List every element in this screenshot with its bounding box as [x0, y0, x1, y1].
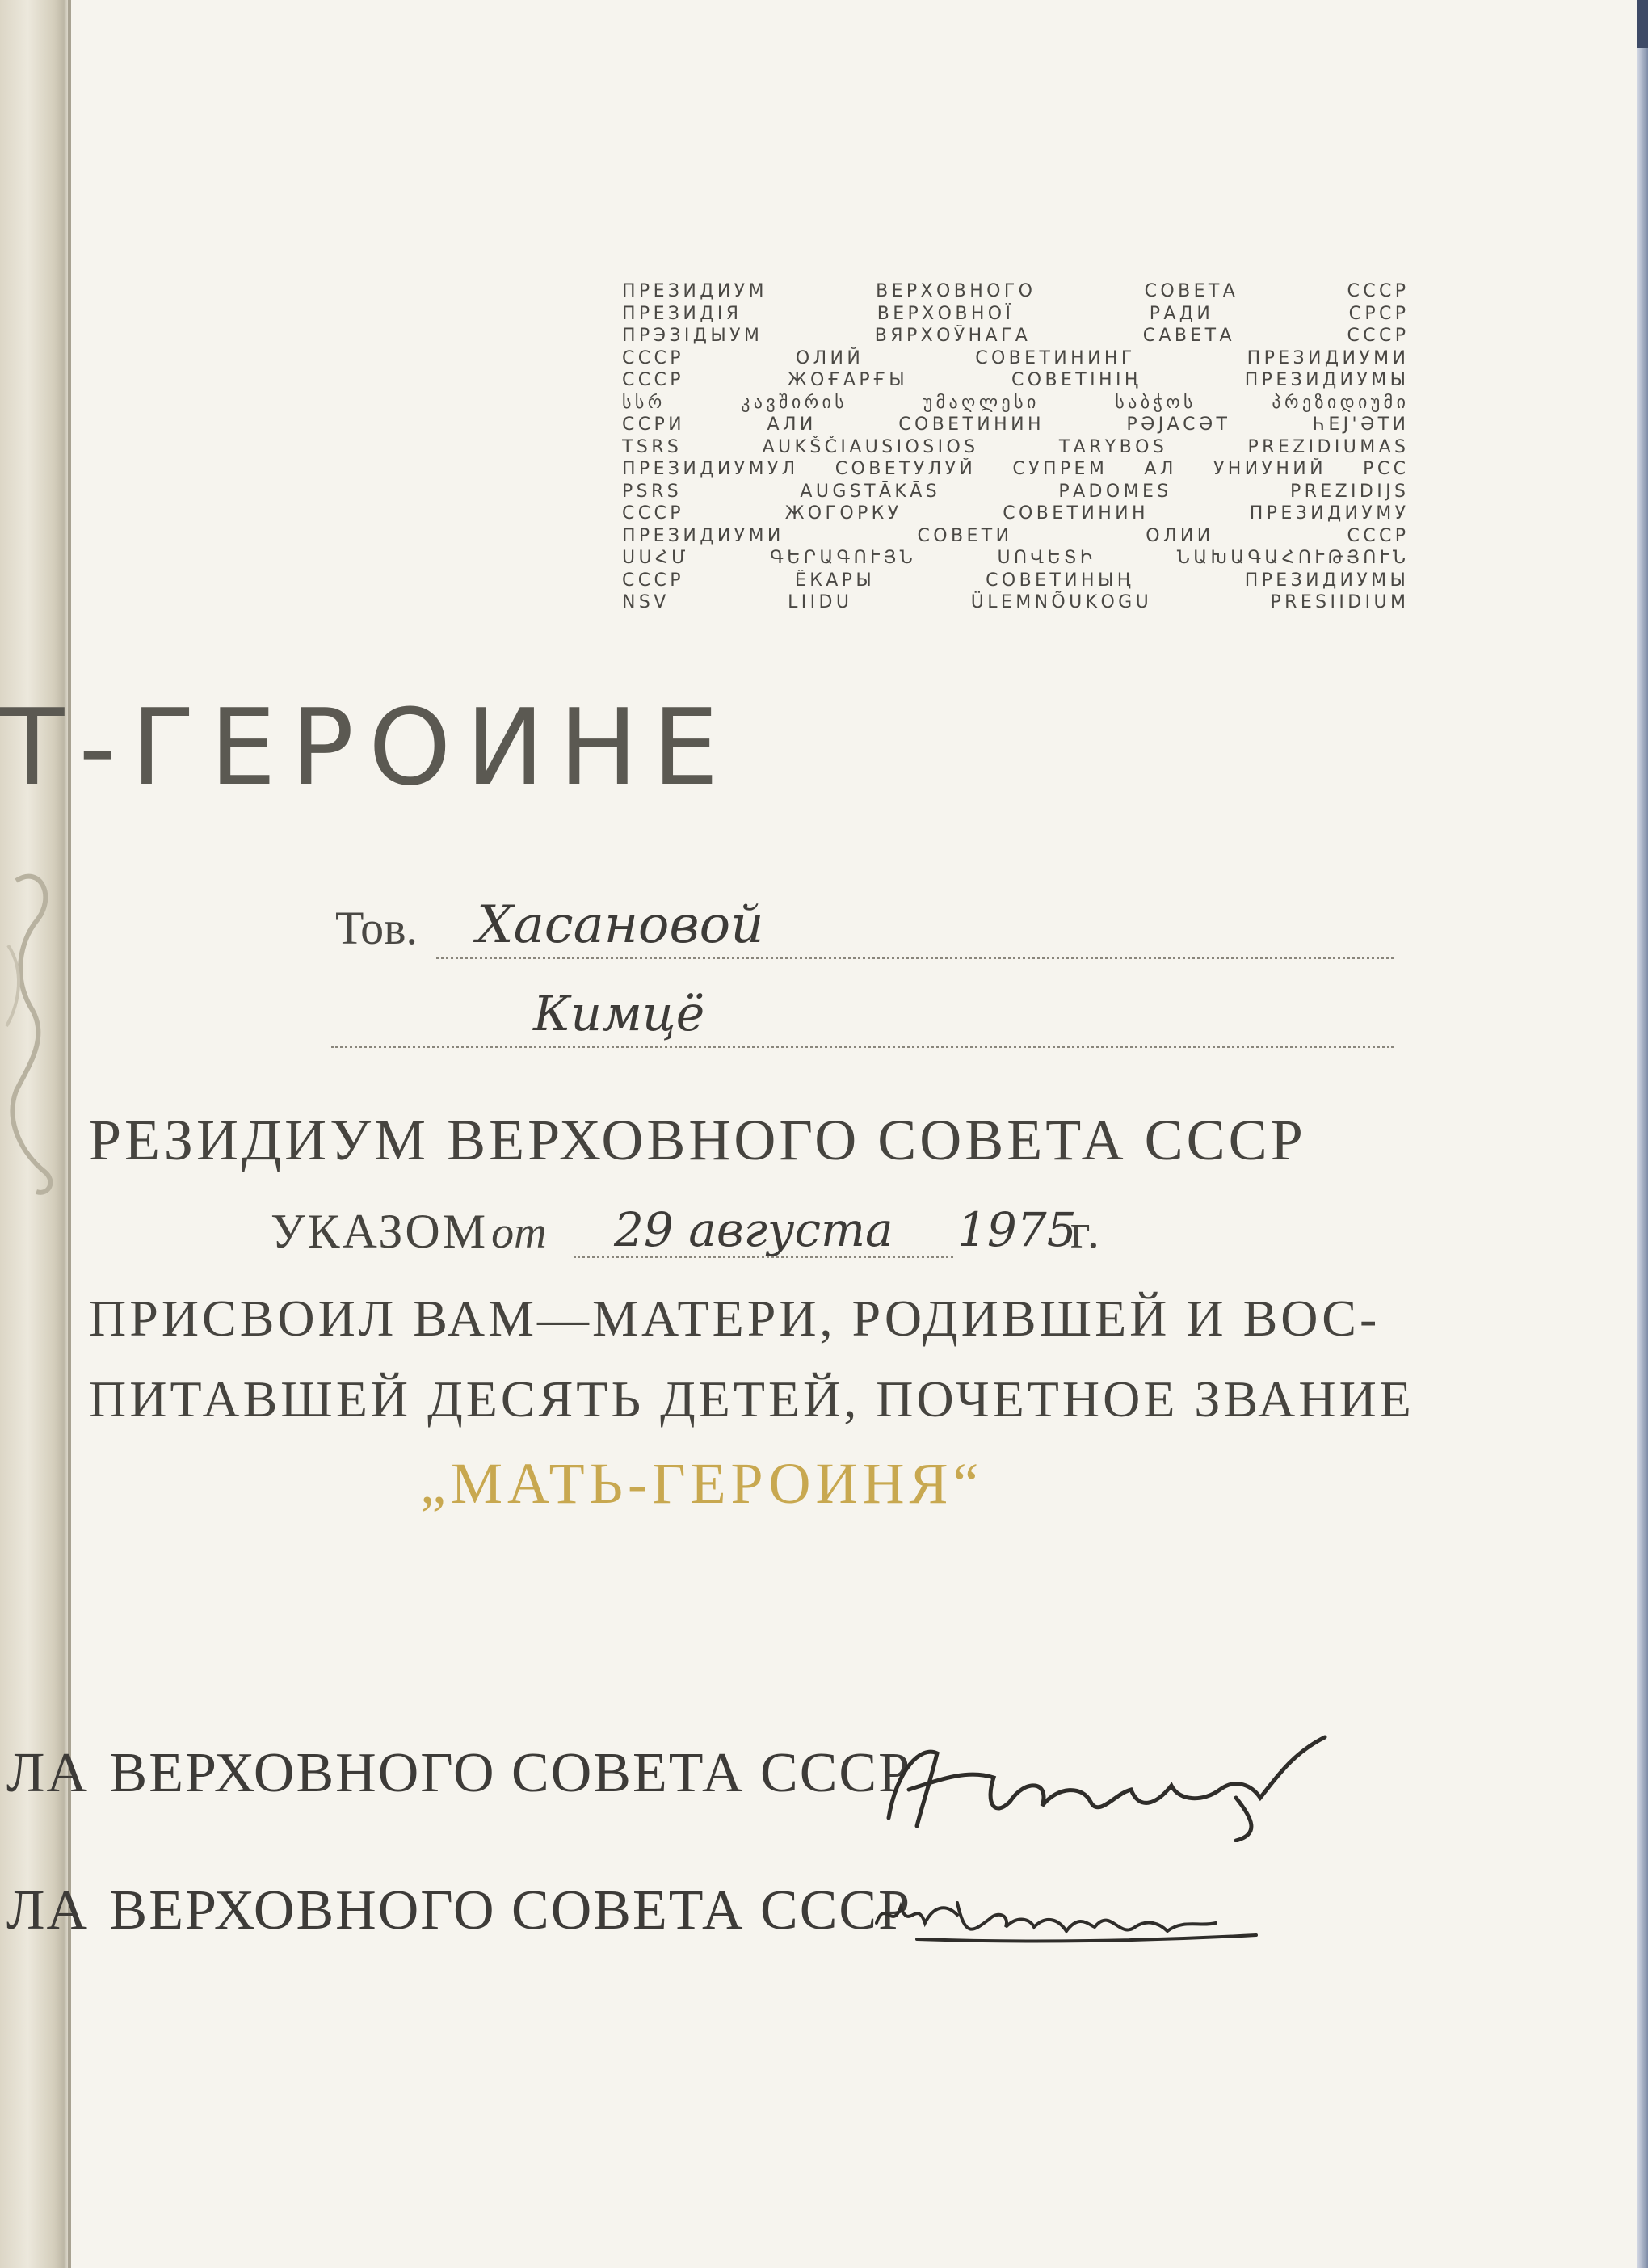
presidium-header-word: П Р Э З І Д Ы У М [622, 326, 759, 346]
recipient-label: Тов. [335, 902, 418, 954]
presidium-header-block [622, 280, 1406, 614]
signature-row-chairman [0, 1741, 911, 1806]
presidium-header-word: კ ა ვ შ ი რ ი ს [741, 392, 844, 413]
decree-year-suffix-wrap [1070, 1204, 1102, 1260]
surname-dotted-line [436, 955, 1394, 959]
presidium-header-line [622, 392, 1406, 414]
presidium-header-word: В Е Р Х О В Н О Г О [876, 281, 1032, 301]
presidium-header-word: В Е Р Х О В Н О Ї [877, 303, 1011, 324]
presidium-header-word: С О В Е Т И Н И Н [1003, 503, 1146, 524]
presidium-header-line [622, 347, 1406, 370]
recipient-surname: Хасановой [477, 895, 764, 955]
presidium-header-word: Р А Д И [1149, 303, 1210, 324]
presidium-header-word: С С С Р [622, 347, 681, 368]
presidium-header-word: T A R Y B O S [1058, 436, 1164, 457]
presidium-header-word: N S V [622, 592, 666, 612]
certificate-heading: Т-ГЕРОИНЕ [0, 686, 734, 809]
presidium-header-word: Ж О Г О Р К У [784, 503, 899, 524]
decree-date: 29 августа [614, 1202, 893, 1257]
first-name-dotted-line [331, 1044, 1394, 1048]
award-line-1: ПРИСВОИЛ ВАМ—МАТЕРИ, РОДИВШЕЙ И ВОС- [89, 1290, 1381, 1347]
signature-secretary [868, 1883, 1272, 1955]
presidium-header-word: P S R S [622, 481, 679, 502]
presidium-header-word: С С С Р [622, 503, 681, 524]
presidium-header-line [622, 481, 1406, 503]
presidium-header-line [622, 325, 1406, 347]
presidium-line: РЕЗИДИУМ ВЕРХОВНОГО СОВЕТА СССР [89, 1108, 1306, 1172]
decree-year: 1975 [957, 1202, 1077, 1257]
presidium-header-word: С А В Е Т А [1142, 326, 1232, 346]
presidium-header-word: П Р Е З И Д И У М [622, 281, 764, 301]
presidium-header-word: О Л И Й [795, 347, 860, 368]
presidium-header-word: С О В Е Т И [917, 525, 1010, 546]
presidium-header-word: Ü L E M N Õ U K O G U [970, 592, 1149, 612]
presidium-header-word: П Р Е З И Д И У М И [622, 525, 781, 546]
signature-row-prefix: ЛА [6, 1879, 89, 1942]
presidium-header-line [622, 436, 1406, 459]
presidium-header-line [622, 369, 1406, 392]
presidium-header-word: С С С Р [622, 370, 681, 390]
decree-year-suffix: г. [1070, 1205, 1102, 1258]
award-line-2: ПИТАВШЕЙ ДЕСЯТЬ ДЕТЕЙ, ПОЧЕТНОЕ ЗВАНИЕ [89, 1370, 1415, 1428]
presidium-header-word: С С Р И [622, 414, 682, 435]
presidium-header-word: Һ Е Ј ' Ә Т И [1312, 414, 1406, 435]
presidium-header-line [622, 503, 1406, 525]
decree-from: от [491, 1208, 547, 1258]
presidium-header-line [622, 570, 1406, 592]
presidium-header-word: L I I D U [788, 592, 849, 612]
presidium-header-word: С С С Р [1347, 326, 1406, 346]
signature-row-prefix: ЛА [6, 1742, 89, 1804]
presidium-header-word: С О В Е Т А [1144, 281, 1235, 301]
presidium-header-word: ს ა ბ ჭ ო ს [1115, 392, 1193, 413]
presidium-header-word: П Р Е З И Д І Я [622, 303, 738, 324]
presidium-header-word: В Я Р Х О Ў Н А Г А [874, 326, 1028, 346]
presidium-header-word: P R E Z I D I U M A S [1247, 436, 1406, 457]
presidium-header-word: С С С Р [1347, 281, 1406, 301]
presidium-header-line [622, 303, 1406, 326]
cover-corner [1637, 0, 1648, 48]
presidium-header-word: С О В Е Т І Н І Ң [1011, 370, 1138, 390]
presidium-header-word: Р Ә Ј А С Ә Т [1126, 414, 1227, 435]
signature-chairman [872, 1721, 1357, 1842]
presidium-header-word: უ მ ა ღ ლ ე ს ი [923, 392, 1036, 413]
decree-date-dotted-line [574, 1254, 953, 1258]
presidium-header-word: A U G S T Ā K Ā S [800, 481, 937, 502]
signature-row-text: ВЕРХОВНОГО СОВЕТА СССР [109, 1879, 912, 1942]
presidium-header-word: პ რ ე ზ ი დ ი უ მ ი [1272, 392, 1406, 413]
decree-line [271, 1204, 547, 1260]
presidium-header-word: С О В Е Т И Н И Н Г [975, 347, 1133, 368]
presidium-header-word: А Л И [767, 414, 813, 435]
presidium-header-word: P R E S I I D I U M [1270, 592, 1406, 612]
presidium-header-line [622, 280, 1406, 303]
presidium-header-word: А Л [1144, 459, 1174, 479]
presidium-header-word: У Н И У Н И Й [1213, 459, 1323, 479]
presidium-header-line [622, 547, 1406, 570]
ornament-flourish [0, 865, 65, 1204]
presidium-header-word: С С С Р [1347, 525, 1406, 546]
presidium-header-word: С С С Р [622, 570, 681, 591]
presidium-header-word: Ж О Ғ А Р Ғ Ы [787, 370, 905, 390]
presidium-header-word: P A D O M E S [1058, 481, 1169, 502]
signature-row-secretary [0, 1879, 911, 1943]
presidium-header-word: Ս Ս Հ Մ [622, 548, 686, 568]
presidium-header-word: С О В Е Т И Н Ы Ң [986, 570, 1131, 591]
presidium-header-line [622, 591, 1406, 614]
decree-label: УКАЗОМ [271, 1205, 489, 1258]
presidium-header-word: Գ Ե Ր Ա Գ Ո Ւ Յ Ն [770, 548, 913, 568]
presidium-header-word: A U K Š Č I A U S I O S I O S [762, 436, 976, 457]
presidium-header-word: П Р Е З И Д И У М И [1247, 347, 1406, 368]
presidium-header-word: P R E Z I D I J S [1289, 481, 1406, 502]
presidium-header-word: П Р Е З И Д И У М У [1249, 503, 1406, 524]
presidium-header-word: С Р С Р [1348, 303, 1406, 324]
presidium-header-line [622, 414, 1406, 436]
presidium-header-word: Ն Ա Խ Ա Գ Ա Հ Ո Ւ Թ Յ Ո Ւ Ն [1176, 548, 1406, 568]
cover-edge [1637, 0, 1648, 2268]
presidium-header-word: С О В Е Т У Л У Й [835, 459, 973, 479]
honor-title: „МАТЬ-ГЕРОИНЯ“ [420, 1451, 984, 1516]
presidium-header-word: T S R S [622, 436, 679, 457]
recipient-first-name: Кимцё [533, 986, 705, 1042]
presidium-header-word: С О В Е Т И Н И Н [898, 414, 1041, 435]
presidium-header-word: Р С С [1363, 459, 1406, 479]
presidium-header-word: ს ს რ [622, 392, 662, 413]
presidium-header-word: О Л И И [1146, 525, 1211, 546]
presidium-header-line [622, 525, 1406, 548]
presidium-header-word: С У П Р Е М [1012, 459, 1104, 479]
presidium-header-word: Ё К А Р Ы [794, 570, 872, 591]
presidium-header-word: П Р Е З И Д И У М Ы [1244, 370, 1406, 390]
presidium-header-line [622, 458, 1406, 481]
presidium-header-word: П Р Е З И Д И У М У Л [622, 459, 796, 479]
signature-row-text: ВЕРХОВНОГО СОВЕТА СССР [109, 1742, 912, 1804]
presidium-header-word: П Р Е З И Д И У М Ы [1244, 570, 1406, 591]
presidium-header-word: Ս Ո Վ Ե Տ Ի [997, 548, 1093, 568]
